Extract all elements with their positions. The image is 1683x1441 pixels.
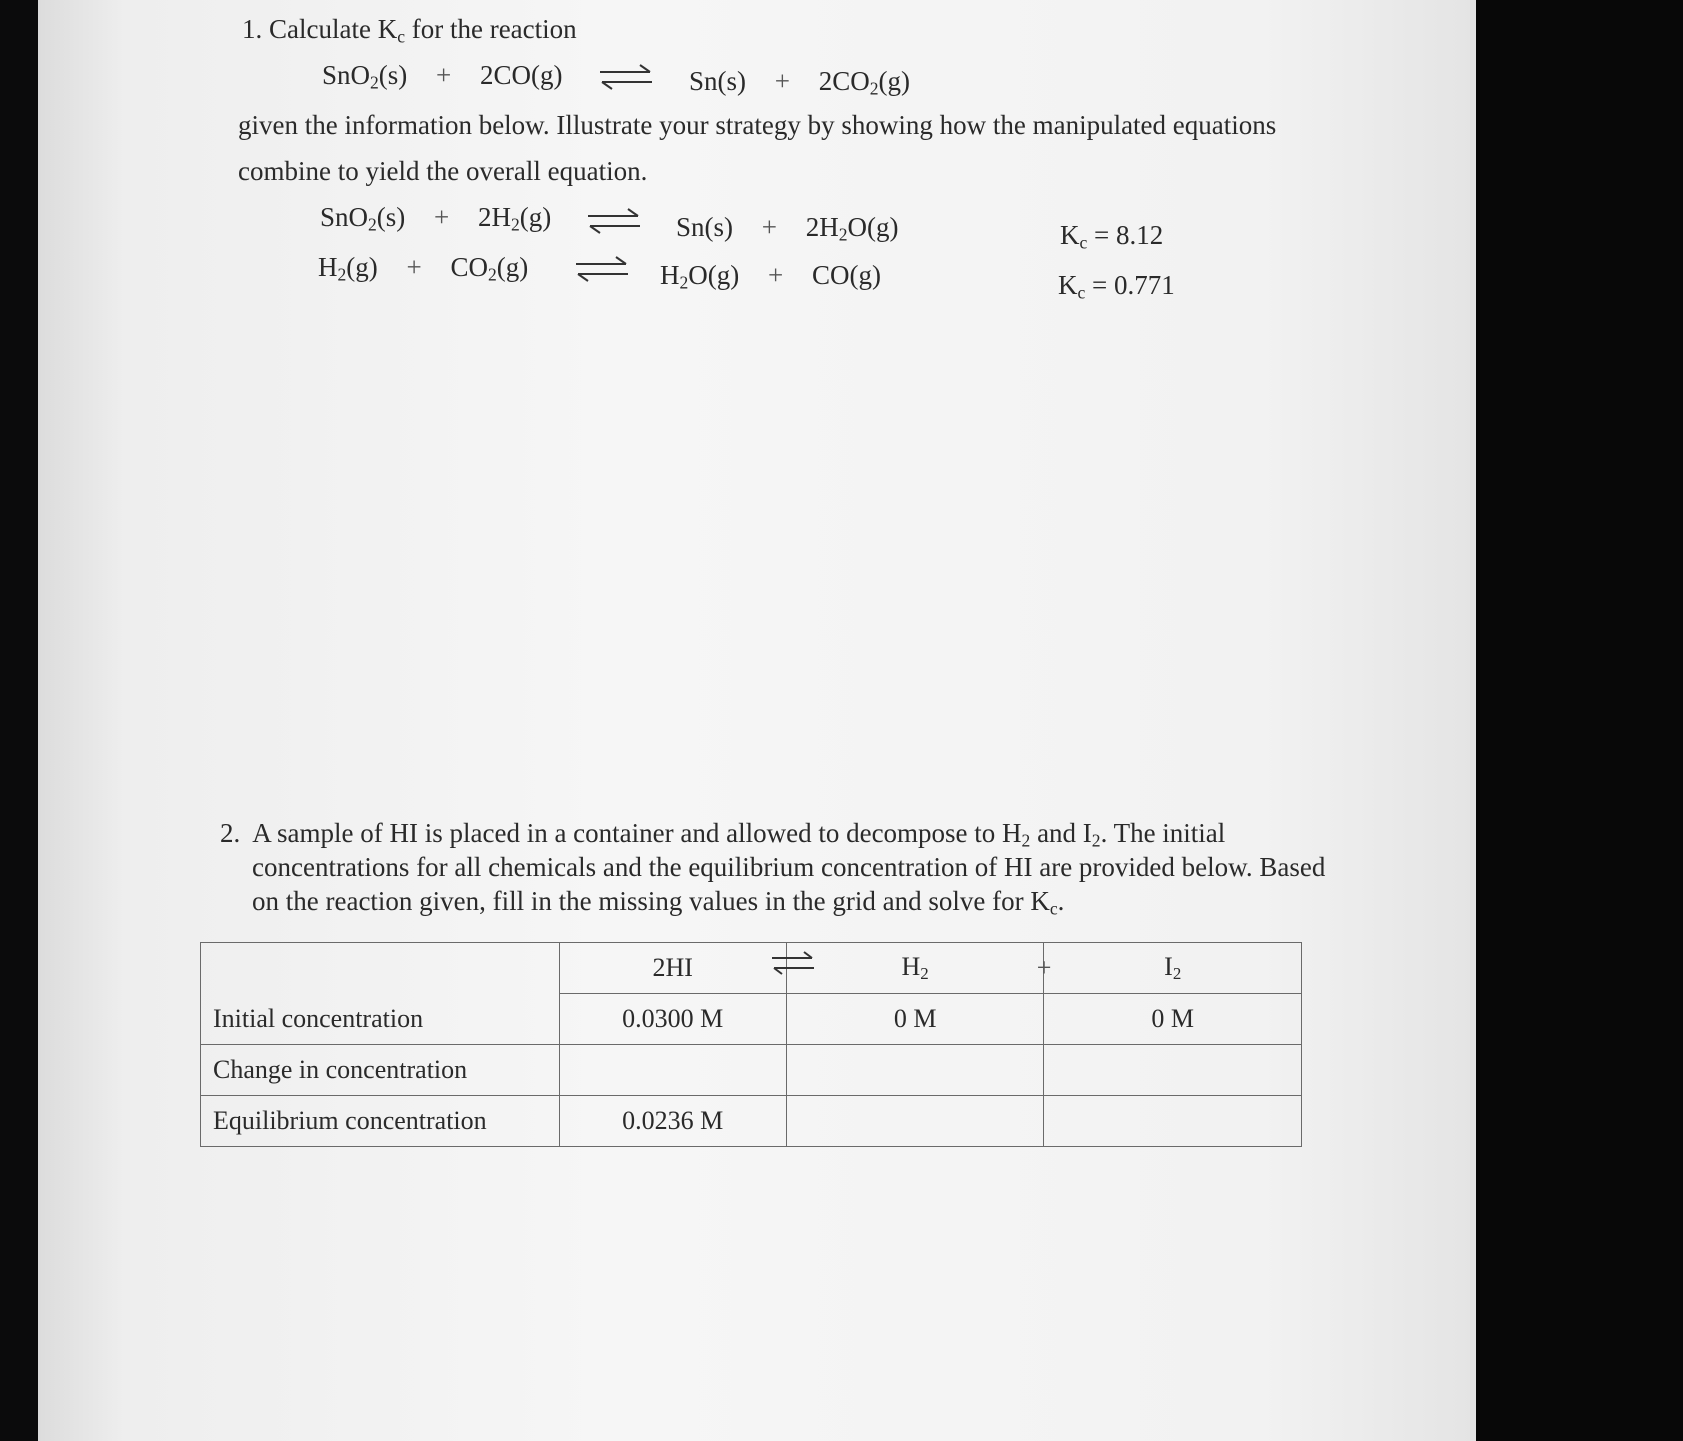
- cell-equilibrium-h2[interactable]: [786, 1096, 1044, 1147]
- q1-instruction-line2: combine to yield the overall equation.: [238, 156, 648, 186]
- equilibrium-arrow-icon: [596, 62, 656, 92]
- given-equation-1-products: $Sn(s) + 2H_2O(g)$: [676, 212, 899, 245]
- given-equation-2-products: $H_2O(g) + CO(g)$: [660, 260, 881, 293]
- header-h2: $H_2$ +: [786, 943, 1044, 994]
- table-row-label: Initial concentration: [201, 943, 560, 1045]
- cell-change-hi[interactable]: [559, 1045, 786, 1096]
- cell-initial-hi[interactable]: 0.0300 M: [559, 994, 786, 1045]
- ice-table: [200, 942, 1302, 1147]
- table-row: [201, 1045, 1302, 1096]
- given-kc-1: $K_c = 8.12$: [1060, 220, 1164, 253]
- q1-main-equation: SnO$_2$(s) + 2CO(g): [322, 60, 563, 93]
- table-row-label: Change in concentration: [201, 1045, 560, 1096]
- given-equation-2: $H_2(g) + CO_2(g)$: [318, 252, 529, 285]
- cell-equilibrium-hi[interactable]: 0.0236 M: [559, 1096, 786, 1147]
- equilibrium-arrow-icon: [584, 206, 644, 236]
- table-row: [201, 1096, 1302, 1147]
- table-header-row: [201, 943, 1302, 994]
- screen-bezel: [1476, 0, 1683, 1441]
- cell-initial-h2[interactable]: 0 M: [786, 994, 1044, 1045]
- q1-prompt: 1. Calculate $K_c$ for the reaction: [242, 14, 577, 47]
- q1-main-products: $Sn(s) + 2CO_2(g)$: [689, 66, 911, 99]
- q2-prompt-line1: 2. A sample of HI is placed in a container and allowed to decompose to $H_2$ and $I_2$. The initial: [220, 818, 1226, 851]
- q2-prompt-line3: on the reaction given, fill in the missing values in the grid and solve for $K_c$.: [252, 886, 1065, 919]
- equilibrium-arrow-icon: [572, 254, 632, 284]
- given-equation-1: $SnO_2(s) + 2H_2(g)$: [320, 202, 552, 235]
- cell-initial-i2[interactable]: 0 M: [1044, 994, 1302, 1045]
- cell-equilibrium-i2[interactable]: [1044, 1096, 1302, 1147]
- q1-instruction-line1: given the information below. Illustrate your strategy by showing how the manipulated equations: [238, 110, 1277, 140]
- header-hi: 2HI: [559, 943, 786, 994]
- q2-prompt-line2: concentrations for all chemicals and the equilibrium concentration of HI are provided below. Based: [252, 852, 1326, 882]
- header-i2: $I_2$: [1044, 943, 1302, 994]
- cell-change-h2[interactable]: [786, 1045, 1044, 1096]
- table-row-label: Equilibrium concentration: [201, 1096, 560, 1147]
- cell-change-i2[interactable]: [1044, 1045, 1302, 1096]
- given-kc-2: $K_c = 0.771$: [1058, 270, 1175, 303]
